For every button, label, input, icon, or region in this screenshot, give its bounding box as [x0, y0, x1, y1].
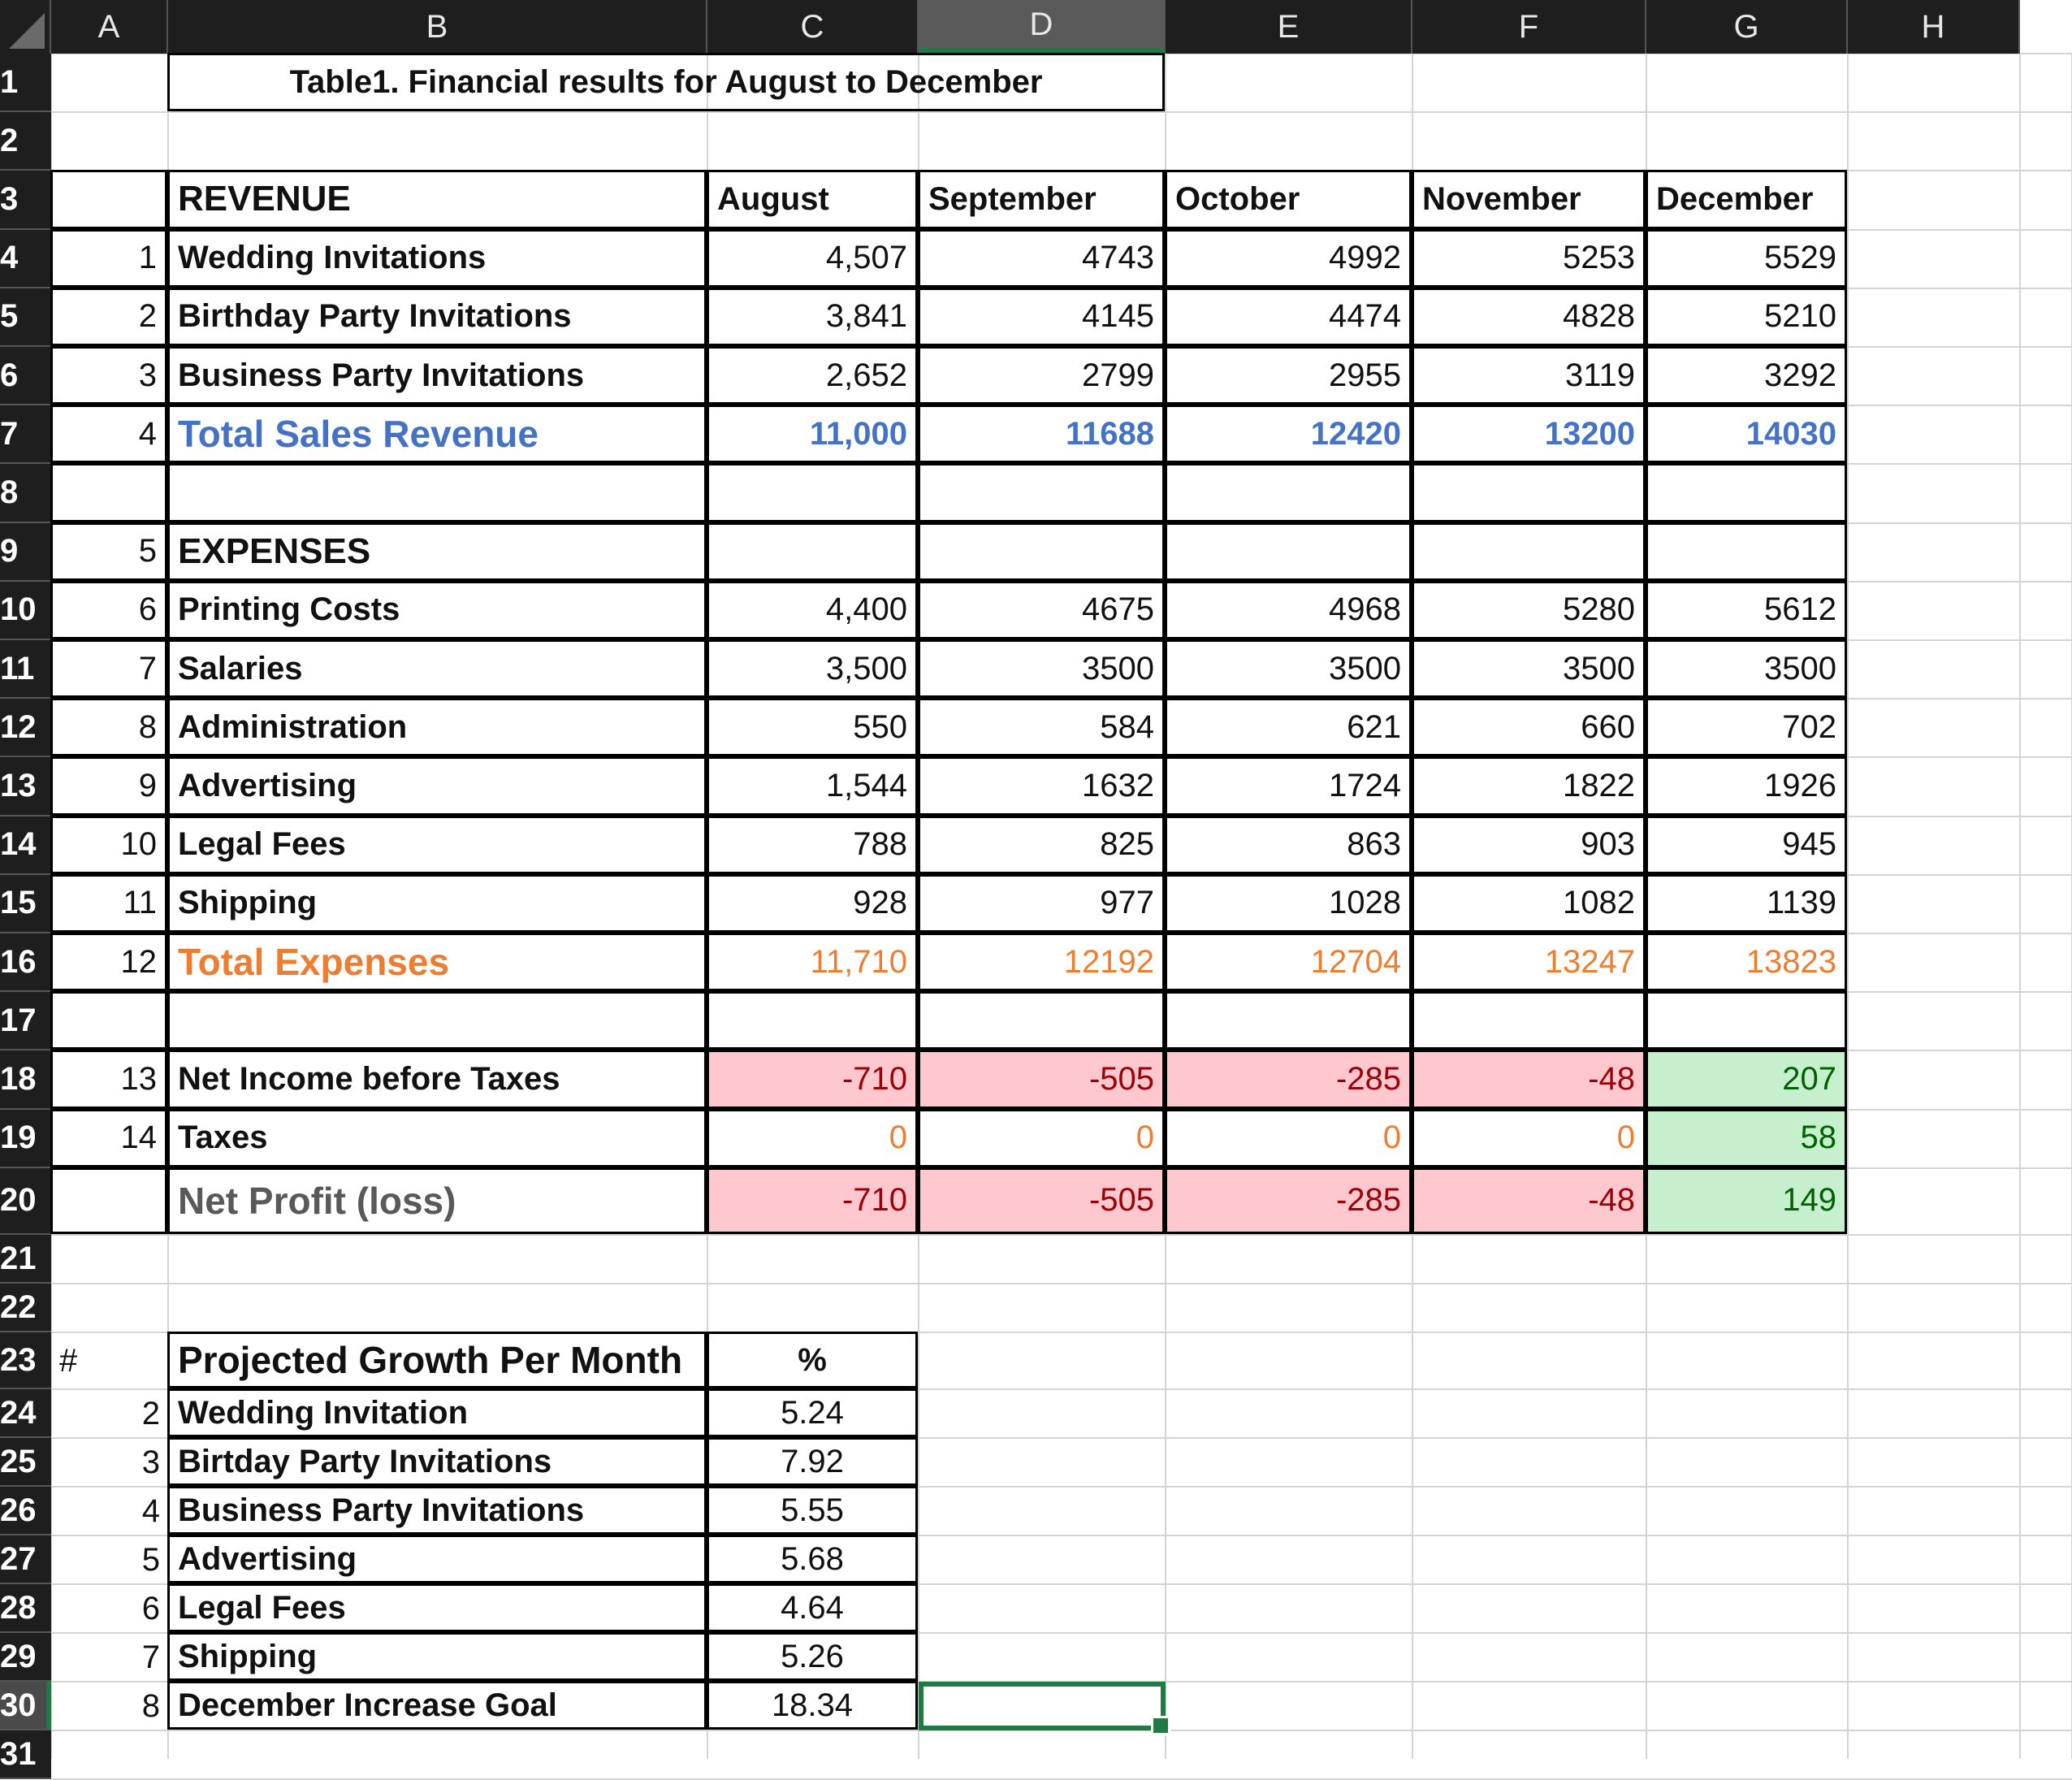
- row-header-22[interactable]: 22: [0, 1284, 51, 1332]
- expense-row-value[interactable]: 3500: [1412, 639, 1646, 698]
- row-header-12[interactable]: 12: [0, 699, 51, 757]
- growth-value[interactable]: 18.34: [707, 1681, 918, 1730]
- growth-label[interactable]: Legal Fees: [167, 1583, 707, 1632]
- net-profit-value[interactable]: -505: [918, 1167, 1165, 1234]
- expense-row-value[interactable]: 660: [1412, 698, 1646, 756]
- net-profit-number[interactable]: [50, 1167, 167, 1234]
- taxes-number[interactable]: 14: [50, 1109, 167, 1167]
- expense-row-value[interactable]: 863: [1165, 816, 1412, 874]
- total-revenue-value[interactable]: 14030: [1646, 405, 1847, 463]
- empty-cell[interactable]: [167, 463, 707, 522]
- column-header-b[interactable]: B: [168, 0, 707, 54]
- net-profit-value[interactable]: -710: [707, 1167, 918, 1234]
- table-title[interactable]: Table1. Financial results for August to December: [167, 53, 1165, 111]
- expense-row-value[interactable]: 1632: [918, 756, 1165, 815]
- revenue-row-value[interactable]: 3292: [1646, 346, 1847, 405]
- row-header-29[interactable]: 29: [0, 1633, 51, 1682]
- row-header-17[interactable]: 17: [0, 992, 51, 1050]
- expense-row-label[interactable]: Advertising: [167, 756, 707, 815]
- expense-row-value[interactable]: 5612: [1646, 581, 1847, 639]
- total-revenue-value[interactable]: 13200: [1412, 405, 1646, 463]
- month-header[interactable]: November: [1412, 170, 1646, 228]
- empty-cell[interactable]: [1165, 463, 1412, 522]
- empty-cell[interactable]: [1165, 991, 1412, 1050]
- growth-label[interactable]: Shipping: [167, 1632, 707, 1681]
- growth-value[interactable]: 4.64: [707, 1583, 918, 1632]
- expense-row-number[interactable]: 8: [50, 698, 167, 756]
- gridline-h: [51, 111, 2072, 113]
- taxes-value[interactable]: 0: [918, 1109, 1165, 1167]
- revenue-row-value[interactable]: 3119: [1412, 346, 1646, 405]
- empty-cell[interactable]: [167, 991, 707, 1050]
- month-header[interactable]: December: [1646, 170, 1847, 228]
- empty-cell[interactable]: [1646, 522, 1847, 581]
- net-profit-label[interactable]: Net Profit (loss): [167, 1167, 707, 1234]
- empty-cell[interactable]: [50, 991, 167, 1050]
- total-expenses-value[interactable]: 12704: [1165, 933, 1412, 991]
- growth-number[interactable]: 7: [141, 1639, 160, 1675]
- empty-cell[interactable]: [1412, 991, 1646, 1050]
- expense-row-value[interactable]: 621: [1165, 698, 1412, 756]
- revenue-row-value[interactable]: 2955: [1165, 346, 1412, 405]
- row-header-24[interactable]: 24: [0, 1389, 51, 1438]
- expense-row-value[interactable]: 4675: [918, 581, 1165, 639]
- expenses-number[interactable]: 5: [50, 522, 167, 581]
- revenue-row-label[interactable]: Wedding Invitations: [167, 229, 707, 288]
- expense-row-label[interactable]: Printing Costs: [167, 581, 707, 639]
- empty-cell[interactable]: [918, 463, 1165, 522]
- total-expenses-value[interactable]: 13247: [1412, 933, 1646, 991]
- growth-heading[interactable]: Projected Growth Per Month: [167, 1332, 707, 1388]
- month-header[interactable]: September: [918, 170, 1165, 228]
- select-all-corner[interactable]: [0, 0, 51, 54]
- growth-label[interactable]: Business Party Invitations: [167, 1486, 707, 1535]
- revenue-row-value[interactable]: 4145: [918, 288, 1165, 346]
- total-expenses-value[interactable]: 13823: [1646, 933, 1847, 991]
- empty-cell[interactable]: [1412, 463, 1646, 522]
- expense-row-number[interactable]: 10: [50, 816, 167, 874]
- column-header-g[interactable]: G: [1646, 0, 1848, 54]
- expense-row-number[interactable]: 11: [50, 874, 167, 933]
- row-header-15[interactable]: 15: [0, 875, 51, 933]
- net-income-value[interactable]: -710: [707, 1050, 918, 1108]
- expense-row-value[interactable]: 945: [1646, 816, 1847, 874]
- growth-number[interactable]: 4: [141, 1492, 160, 1529]
- gridline-v: [1847, 54, 1849, 1759]
- net-income-value[interactable]: -285: [1165, 1050, 1412, 1108]
- taxes-value[interactable]: 58: [1646, 1109, 1847, 1167]
- taxes-value[interactable]: 0: [707, 1109, 918, 1167]
- net-income-value[interactable]: 207: [1646, 1050, 1847, 1108]
- net-profit-value[interactable]: -48: [1412, 1167, 1646, 1234]
- row-header-14[interactable]: 14: [0, 816, 51, 875]
- taxes-value[interactable]: 0: [1412, 1109, 1646, 1167]
- expense-row-value[interactable]: 903: [1412, 816, 1646, 874]
- row-header-3[interactable]: 3: [0, 171, 51, 229]
- expense-row-value[interactable]: 1926: [1646, 756, 1847, 815]
- month-header[interactable]: August: [707, 170, 918, 228]
- expense-row-value[interactable]: 3500: [1165, 639, 1412, 698]
- net-income-value[interactable]: -505: [918, 1050, 1165, 1108]
- revenue-row-value[interactable]: 2,652: [707, 346, 918, 405]
- row-header-11[interactable]: 11: [0, 640, 51, 699]
- revenue-row-value[interactable]: 5253: [1412, 229, 1646, 288]
- empty-cell[interactable]: [1646, 991, 1847, 1050]
- empty-cell[interactable]: [1165, 522, 1412, 581]
- total-expenses-value[interactable]: 11,710: [707, 933, 918, 991]
- row-header-21[interactable]: 21: [0, 1235, 51, 1284]
- total-revenue-label[interactable]: Total Sales Revenue: [167, 405, 707, 463]
- growth-value[interactable]: 5.55: [707, 1486, 918, 1535]
- cell-a3[interactable]: [50, 170, 167, 228]
- total-expenses-number[interactable]: 12: [50, 933, 167, 991]
- growth-hash[interactable]: #: [59, 1342, 78, 1379]
- revenue-row-number[interactable]: 3: [50, 346, 167, 405]
- growth-value[interactable]: 5.68: [707, 1535, 918, 1583]
- expense-row-number[interactable]: 7: [50, 639, 167, 698]
- growth-number[interactable]: 2: [141, 1395, 160, 1431]
- empty-cell[interactable]: [50, 463, 167, 522]
- expense-row-value[interactable]: 825: [918, 816, 1165, 874]
- growth-value[interactable]: 5.24: [707, 1388, 918, 1437]
- expense-row-value[interactable]: 4968: [1165, 581, 1412, 639]
- total-revenue-value[interactable]: 12420: [1165, 405, 1412, 463]
- column-header-e[interactable]: E: [1166, 0, 1412, 54]
- empty-cell[interactable]: [918, 522, 1165, 581]
- total-expenses-label[interactable]: Total Expenses: [167, 933, 707, 991]
- growth-value[interactable]: 7.92: [707, 1437, 918, 1486]
- expense-row-label[interactable]: Shipping: [167, 874, 707, 933]
- row-header-4[interactable]: 4: [0, 230, 51, 288]
- expense-row-value[interactable]: 788: [707, 816, 918, 874]
- growth-label[interactable]: Birtday Party Invitations: [167, 1437, 707, 1486]
- row-header-19[interactable]: 19: [0, 1110, 51, 1168]
- empty-cell[interactable]: [918, 991, 1165, 1050]
- row-header-9[interactable]: 9: [0, 523, 51, 582]
- expense-row-value[interactable]: 5280: [1412, 581, 1646, 639]
- expense-row-value[interactable]: 1,544: [707, 756, 918, 815]
- revenue-row-value[interactable]: 5529: [1646, 229, 1847, 288]
- expense-row-value[interactable]: 1139: [1646, 874, 1847, 933]
- net-income-number[interactable]: 13: [50, 1050, 167, 1108]
- revenue-row-value[interactable]: 4992: [1165, 229, 1412, 288]
- row-header-1[interactable]: 1: [0, 54, 51, 112]
- row-header-27[interactable]: 27: [0, 1535, 51, 1584]
- growth-label[interactable]: Wedding Invitation: [167, 1388, 707, 1437]
- row-header-5[interactable]: 5: [0, 288, 51, 347]
- expense-row-label[interactable]: Legal Fees: [167, 816, 707, 874]
- total-expenses-value[interactable]: 12192: [918, 933, 1165, 991]
- row-header-6[interactable]: 6: [0, 347, 51, 405]
- revenue-row-value[interactable]: 4474: [1165, 288, 1412, 346]
- expense-row-label[interactable]: Salaries: [167, 639, 707, 698]
- expense-row-value[interactable]: 977: [918, 874, 1165, 933]
- row-header-25[interactable]: 25: [0, 1438, 51, 1487]
- net-income-value[interactable]: -48: [1412, 1050, 1646, 1108]
- expense-row-value[interactable]: 4,400: [707, 581, 918, 639]
- gridline-h: [51, 1283, 2072, 1284]
- growth-number[interactable]: 8: [141, 1687, 160, 1724]
- net-profit-value[interactable]: -285: [1165, 1167, 1412, 1234]
- column-header-f[interactable]: F: [1412, 0, 1646, 54]
- expense-row-number[interactable]: 9: [50, 756, 167, 815]
- row-header-10[interactable]: 10: [0, 582, 51, 640]
- growth-value[interactable]: 5.26: [707, 1632, 918, 1681]
- revenue-row-value[interactable]: 4743: [918, 229, 1165, 288]
- growth-label[interactable]: Advertising: [167, 1535, 707, 1583]
- revenue-row-value[interactable]: 5210: [1646, 288, 1847, 346]
- empty-cell[interactable]: [1646, 463, 1847, 522]
- expenses-heading[interactable]: EXPENSES: [167, 522, 707, 581]
- row-header-2[interactable]: 2: [0, 112, 51, 171]
- revenue-row-value[interactable]: 4828: [1412, 288, 1646, 346]
- row-header-20[interactable]: 20: [0, 1168, 51, 1235]
- expense-row-value[interactable]: 1822: [1412, 756, 1646, 815]
- growth-label[interactable]: December Increase Goal: [167, 1681, 707, 1730]
- row-header-31[interactable]: 31: [0, 1730, 51, 1779]
- expense-row-value[interactable]: 3,500: [707, 639, 918, 698]
- gridline-h: [51, 1234, 2072, 1236]
- column-header-d[interactable]: D: [919, 0, 1166, 54]
- expense-row-value[interactable]: 3500: [918, 639, 1165, 698]
- row-header-23[interactable]: 23: [0, 1332, 51, 1389]
- growth-number[interactable]: 3: [141, 1444, 160, 1480]
- row-header-18[interactable]: 18: [0, 1050, 51, 1109]
- revenue-heading[interactable]: REVENUE: [167, 170, 707, 228]
- revenue-row-value[interactable]: 4,507: [707, 229, 918, 288]
- total-revenue-value[interactable]: 11,000: [707, 405, 918, 463]
- revenue-row-label[interactable]: Business Party Invitations: [167, 346, 707, 405]
- empty-cell[interactable]: [707, 522, 918, 581]
- net-income-label[interactable]: Net Income before Taxes: [167, 1050, 707, 1108]
- expense-row-value[interactable]: 550: [707, 698, 918, 756]
- growth-unit[interactable]: %: [707, 1332, 918, 1388]
- taxes-label[interactable]: Taxes: [167, 1109, 707, 1167]
- gridline-v: [2019, 54, 2021, 1759]
- empty-cell[interactable]: [707, 991, 918, 1050]
- row-header-30[interactable]: 30: [0, 1682, 51, 1730]
- expense-row-value[interactable]: 1724: [1165, 756, 1412, 815]
- revenue-row-number[interactable]: 2: [50, 288, 167, 346]
- expense-row-number[interactable]: 6: [50, 581, 167, 639]
- growth-number[interactable]: 6: [141, 1590, 160, 1626]
- empty-cell[interactable]: [1412, 522, 1646, 581]
- row-header-8[interactable]: 8: [0, 464, 51, 522]
- row-header-13[interactable]: 13: [0, 757, 51, 816]
- total-revenue-value[interactable]: 11688: [918, 405, 1165, 463]
- row-header-7[interactable]: 7: [0, 405, 51, 464]
- active-cell-selection[interactable]: [919, 1682, 1166, 1730]
- taxes-value[interactable]: 0: [1165, 1109, 1412, 1167]
- revenue-row-value[interactable]: 3,841: [707, 288, 918, 346]
- expense-row-value[interactable]: 1082: [1412, 874, 1646, 933]
- revenue-row-value[interactable]: 2799: [918, 346, 1165, 405]
- expense-row-value[interactable]: 702: [1646, 698, 1847, 756]
- month-header[interactable]: October: [1165, 170, 1412, 228]
- column-header-c[interactable]: C: [707, 0, 919, 54]
- expense-row-value[interactable]: 1028: [1165, 874, 1412, 933]
- revenue-row-label[interactable]: Birthday Party Invitations: [167, 288, 707, 346]
- expense-row-value[interactable]: 928: [707, 874, 918, 933]
- row-header-16[interactable]: 16: [0, 933, 51, 992]
- expense-row-value[interactable]: 584: [918, 698, 1165, 756]
- total-revenue-number[interactable]: 4: [50, 405, 167, 463]
- row-header-28[interactable]: 28: [0, 1584, 51, 1633]
- column-header-a[interactable]: A: [51, 0, 168, 54]
- row-header-26[interactable]: 26: [0, 1487, 51, 1535]
- growth-number[interactable]: 5: [141, 1541, 160, 1578]
- revenue-row-number[interactable]: 1: [50, 229, 167, 288]
- net-profit-value[interactable]: 149: [1646, 1167, 1847, 1234]
- expense-row-value[interactable]: 3500: [1646, 639, 1847, 698]
- empty-cell[interactable]: [707, 463, 918, 522]
- expense-row-label[interactable]: Administration: [167, 698, 707, 756]
- column-header-h[interactable]: H: [1848, 0, 2020, 54]
